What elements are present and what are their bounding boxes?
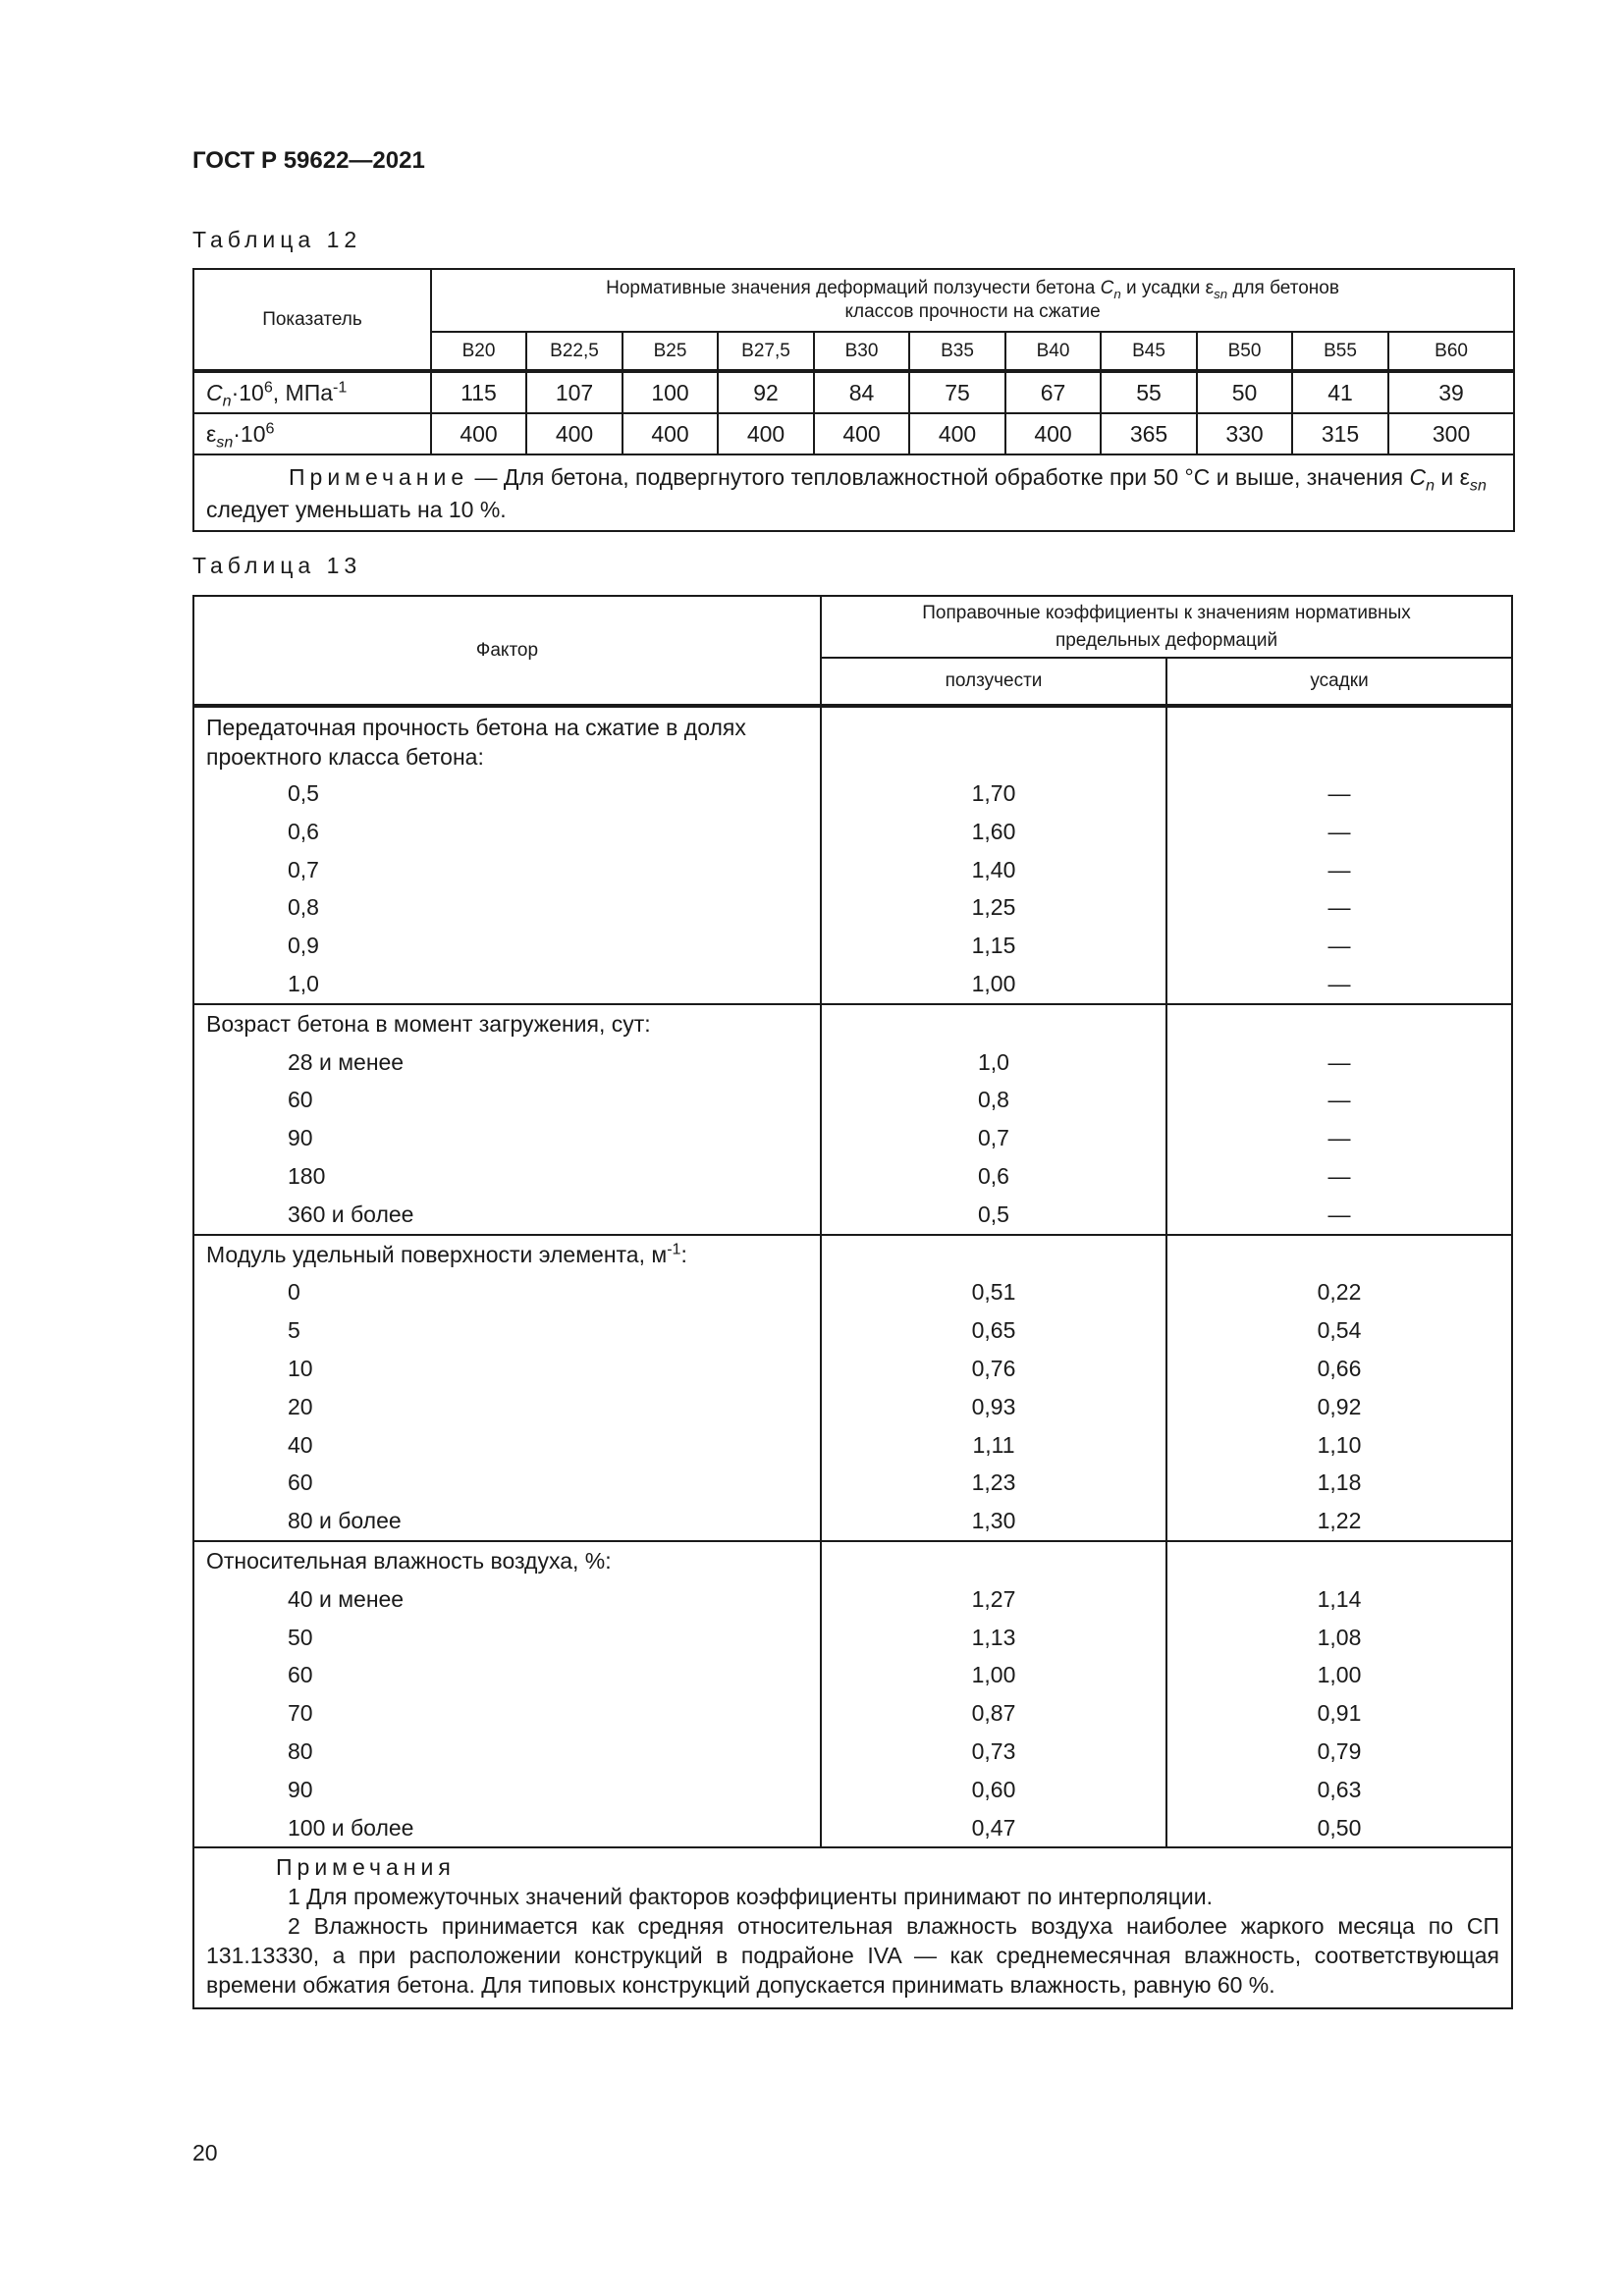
table-cell: 400 bbox=[718, 413, 814, 454]
table-12-note-row bbox=[193, 454, 1514, 531]
table-cell: 75 bbox=[909, 371, 1005, 413]
factor-value: 0,6 bbox=[288, 818, 319, 844]
creep-coefficient: 0,60 bbox=[971, 1776, 1016, 1802]
table-cell: 41 bbox=[1292, 371, 1388, 413]
table-13-notes-row bbox=[193, 1847, 1512, 2008]
table-cell: 67 bbox=[1005, 371, 1101, 413]
table-13 bbox=[192, 595, 1513, 2009]
class-header: В45 bbox=[1101, 332, 1197, 371]
factor-value: 90 bbox=[288, 1125, 313, 1151]
shrinkage-coefficient: 0,22 bbox=[1317, 1279, 1362, 1306]
creep-coefficient: 0,5 bbox=[978, 1201, 1009, 1227]
factor-value: 180 bbox=[288, 1162, 326, 1189]
shrinkage-coefficient: — bbox=[1327, 1087, 1351, 1113]
class-header: В27,5 bbox=[718, 332, 814, 371]
creep-coefficient: 0,47 bbox=[971, 1814, 1016, 1841]
shrinkage-coefficient: 0,50 bbox=[1317, 1814, 1362, 1841]
class-header: В25 bbox=[623, 332, 718, 371]
factor-value: 90 bbox=[288, 1776, 313, 1802]
creep-coefficient: 1,11 bbox=[972, 1431, 1015, 1458]
table-cell: 107 bbox=[526, 371, 623, 413]
shrinkage-coefficient: 1,14 bbox=[1317, 1585, 1362, 1612]
shrinkage-coefficient: 1,22 bbox=[1317, 1508, 1362, 1534]
class-header: В40 bbox=[1005, 332, 1101, 371]
group-title: Возраст бетона в момент загружения, сут: bbox=[206, 1010, 651, 1037]
creep-coefficient: 0,8 bbox=[978, 1087, 1009, 1113]
factor-value: 28 и менее bbox=[288, 1048, 405, 1075]
class-header: В55 bbox=[1292, 332, 1388, 371]
class-header: В35 bbox=[909, 332, 1005, 371]
table-12 bbox=[192, 268, 1515, 532]
class-header: В22,5 bbox=[526, 332, 623, 371]
table-row bbox=[193, 371, 1514, 413]
factor-group bbox=[193, 706, 1512, 1004]
factor-value: 0 bbox=[288, 1279, 300, 1306]
table-cell: 400 bbox=[814, 413, 909, 454]
factor-value: 1,0 bbox=[288, 970, 319, 996]
shrinkage-coefficient: — bbox=[1327, 1125, 1351, 1151]
group-title: Передаточная прочность бетона на сжатие в долях проектного класса бетона: bbox=[206, 715, 746, 770]
table-row bbox=[193, 413, 1514, 454]
shrinkage-coefficient: 1,00 bbox=[1317, 1662, 1362, 1688]
table-cell: 400 bbox=[623, 413, 718, 454]
factor-value: 0,5 bbox=[288, 780, 319, 806]
creep-coefficient: 0,73 bbox=[971, 1737, 1016, 1764]
creep-coefficient: 1,25 bbox=[971, 894, 1016, 921]
creep-coefficient: 0,51 bbox=[971, 1279, 1016, 1306]
shrinkage-column-header: усадки bbox=[1166, 658, 1512, 706]
document-header: ГОСТ Р 59622—2021 bbox=[192, 147, 425, 174]
table-cell: 84 bbox=[814, 371, 909, 413]
factor-value: 20 bbox=[288, 1393, 313, 1419]
creep-coefficient: 1,27 bbox=[971, 1585, 1016, 1612]
shrinkage-coefficient: 0,79 bbox=[1317, 1737, 1362, 1764]
factor-value: 60 bbox=[288, 1662, 313, 1688]
table-cell: 50 bbox=[1197, 371, 1292, 413]
factor-value: 60 bbox=[288, 1087, 313, 1113]
table-cell: 330 bbox=[1197, 413, 1292, 454]
table-cell: 300 bbox=[1388, 413, 1514, 454]
shrinkage-coefficient: 0,63 bbox=[1317, 1776, 1362, 1802]
shrinkage-coefficient: 0,54 bbox=[1317, 1317, 1362, 1344]
creep-coefficient: 1,00 bbox=[971, 970, 1016, 996]
creep-coefficient: 1,40 bbox=[971, 856, 1016, 882]
creep-coefficient: 0,87 bbox=[971, 1700, 1016, 1727]
shrinkage-coefficient: — bbox=[1327, 1201, 1351, 1227]
group-title: Модуль удельный поверхности элемента, $м^{-1}$: bbox=[206, 1239, 687, 1267]
factor-value: 10 bbox=[288, 1355, 313, 1381]
creep-coefficient: 0,6 bbox=[978, 1162, 1009, 1189]
table-cell: 115 bbox=[431, 371, 526, 413]
table-12-indicator-header: Показатель bbox=[193, 269, 431, 371]
creep-coefficient: 1,30 bbox=[971, 1508, 1016, 1534]
shrinkage-coefficient: — bbox=[1327, 856, 1351, 882]
table-12-note: Примечание — Для бетона, подвергнутого тепловлажностной обработке при 50 °С и выше, значения $C_n$ и $\varepsilon_{sn}$ следует уменьшать на 10 %. bbox=[193, 454, 1514, 531]
factor-value: 0,7 bbox=[288, 856, 319, 882]
shrinkage-coefficient: 0,92 bbox=[1317, 1393, 1362, 1419]
shrinkage-coefficient: — bbox=[1327, 1162, 1351, 1189]
shrinkage-coefficient: 0,66 bbox=[1317, 1355, 1362, 1381]
table-cell: 39 bbox=[1388, 371, 1514, 413]
creep-coefficient: 0,65 bbox=[971, 1317, 1016, 1344]
shrinkage-coefficient: — bbox=[1327, 818, 1351, 844]
page-number: 20 bbox=[192, 2140, 218, 2165]
factor-value: 70 bbox=[288, 1700, 313, 1727]
table-cell: 400 bbox=[431, 413, 526, 454]
factor-value: 360 и более bbox=[288, 1201, 414, 1227]
table-cell: 400 bbox=[526, 413, 623, 454]
creep-coefficient: 0,93 bbox=[971, 1393, 1016, 1419]
shrinkage-coefficient: 0,91 bbox=[1317, 1700, 1362, 1727]
table-13-caption: Таблица 13 bbox=[192, 553, 362, 578]
shrinkage-coefficient: — bbox=[1327, 933, 1351, 959]
table-12-caption: Таблица 12 bbox=[192, 227, 362, 252]
factor-value: 80 и более bbox=[288, 1508, 402, 1534]
notes-title: Примечания bbox=[276, 1854, 456, 1881]
creep-coefficient: 1,70 bbox=[971, 780, 1016, 806]
creep-row-label: $C_n\cdot 10^6$, МПа$^{-1}$ bbox=[193, 371, 431, 413]
shrinkage-coefficient: 1,08 bbox=[1317, 1624, 1362, 1650]
shrinkage-coefficient: — bbox=[1327, 1048, 1351, 1075]
factor-value: 60 bbox=[288, 1469, 313, 1496]
creep-coefficient: 1,0 bbox=[978, 1048, 1009, 1075]
factor-value: 80 bbox=[288, 1737, 313, 1764]
shrinkage-coefficient: — bbox=[1327, 970, 1351, 996]
note-item: 1 Для промежуточных значений факторов коэффициенты принимают по интерполяции. bbox=[288, 1884, 1213, 1910]
table-cell: 400 bbox=[909, 413, 1005, 454]
creep-coefficient: 0,76 bbox=[971, 1355, 1016, 1381]
group-title: Относительная влажность воздуха, %: bbox=[206, 1547, 612, 1574]
shrinkage-row-label: $\varepsilon_{sn}\cdot 10^6$ bbox=[193, 413, 431, 454]
table-cell: 100 bbox=[623, 371, 718, 413]
table-cell: 92 bbox=[718, 371, 814, 413]
class-header: В50 bbox=[1197, 332, 1292, 371]
factor-value: 100 и более bbox=[288, 1814, 414, 1841]
factor-value: 40 и менее bbox=[288, 1585, 405, 1612]
table-cell: 400 bbox=[1005, 413, 1101, 454]
class-header: В30 bbox=[814, 332, 909, 371]
factor-value: 50 bbox=[288, 1624, 313, 1650]
creep-column-header: ползучести bbox=[821, 658, 1166, 706]
factor-value: 0,8 bbox=[288, 894, 319, 921]
creep-coefficient: 0,7 bbox=[978, 1125, 1009, 1151]
table-cell: 365 bbox=[1101, 413, 1197, 454]
table-cell: 55 bbox=[1101, 371, 1197, 413]
creep-coefficient: 1,13 bbox=[971, 1624, 1016, 1650]
factor-group bbox=[193, 1004, 1512, 1235]
note-item: 2 Влажность принимается как средняя относительная влажность воздуха наиболее жаркого месяца по СП 131.13330, а при расположении конструкций в подрайоне IVA — как среднемесячная влажность, соответствующая времени обжатия бетона. Для типовых конструкций допускается принимать влажность, равную 60 %. bbox=[206, 1913, 1500, 1999]
creep-coefficient: 1,23 bbox=[971, 1469, 1016, 1496]
table-12-span-header: Нормативные значения деформаций ползучести бетона $C_n$ и усадки $\varepsilon_{sn}$ для бетонов классов прочности на сжатие bbox=[431, 269, 1514, 332]
factor-value: 40 bbox=[288, 1431, 313, 1458]
shrinkage-coefficient: — bbox=[1327, 780, 1351, 806]
factor-value: 0,9 bbox=[288, 933, 319, 959]
factor-header: Фактор bbox=[193, 596, 821, 706]
factor-value: 5 bbox=[288, 1317, 300, 1344]
creep-coefficient: 1,15 bbox=[971, 933, 1016, 959]
shrinkage-coefficient: 1,18 bbox=[1317, 1469, 1362, 1496]
table-cell: 315 bbox=[1292, 413, 1388, 454]
shrinkage-coefficient: 1,10 bbox=[1317, 1431, 1362, 1458]
class-header: В60 bbox=[1388, 332, 1514, 371]
class-header: В20 bbox=[431, 332, 526, 371]
table-13-notes bbox=[193, 1847, 1512, 2008]
coefficients-header: Поправочные коэффициенты к значениям нормативных предельных деформаций bbox=[821, 596, 1512, 658]
shrinkage-coefficient: — bbox=[1327, 894, 1351, 921]
factor-group bbox=[193, 1541, 1512, 1847]
factor-group bbox=[193, 1235, 1512, 1541]
creep-coefficient: 1,00 bbox=[971, 1662, 1016, 1688]
creep-coefficient: 1,60 bbox=[971, 818, 1016, 844]
